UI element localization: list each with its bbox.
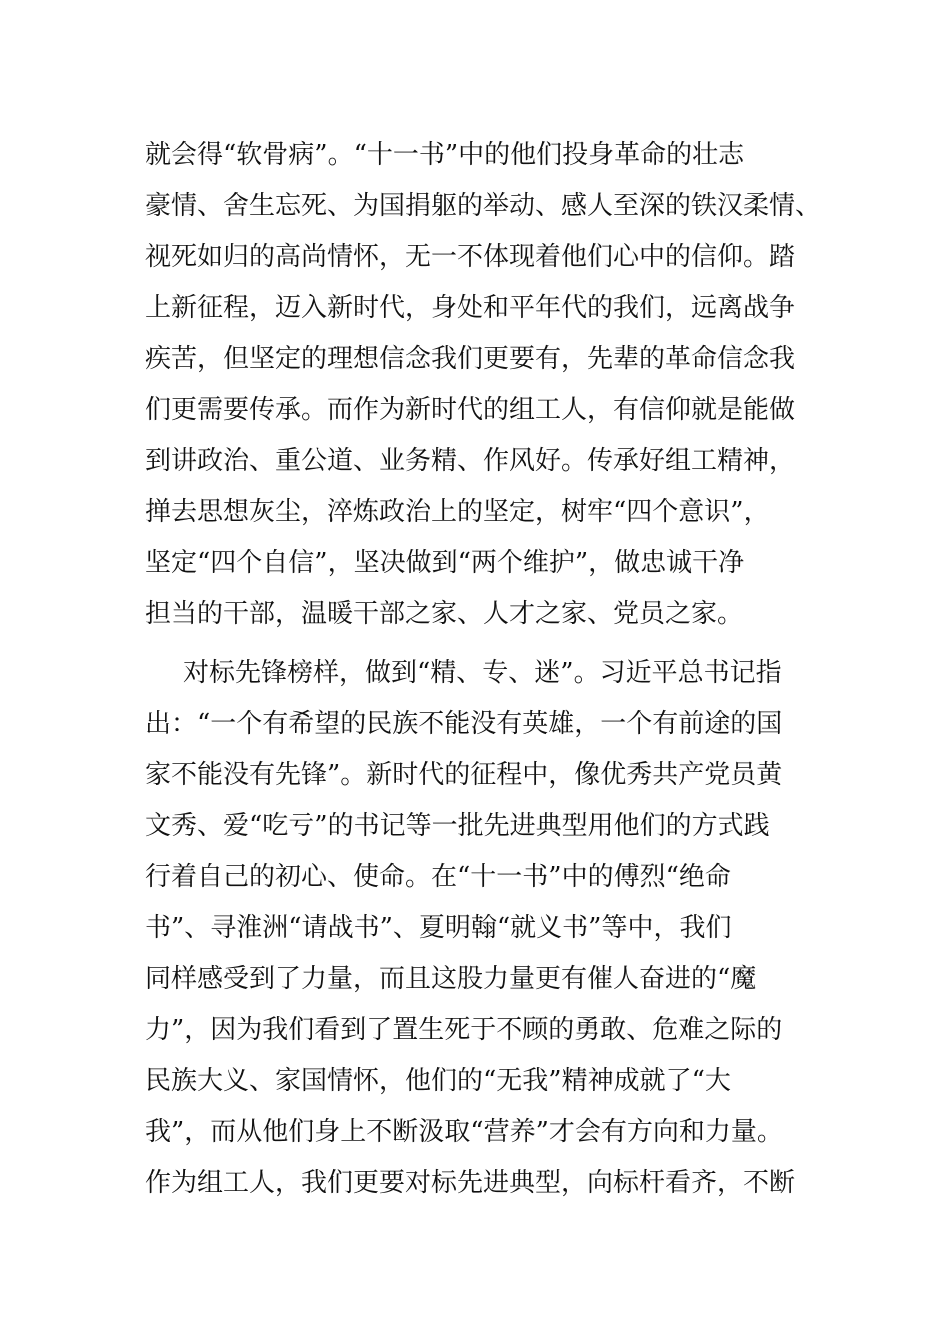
text-line: 行着自己的初心、使命。在“十一书”中的傅烈“绝命 bbox=[145, 862, 731, 892]
text-line: 作为组工人，我们更要对标先进典型，向标杆看齐，不断 bbox=[145, 1168, 796, 1198]
paragraph-spacer bbox=[145, 640, 815, 648]
paragraph-2 bbox=[145, 648, 815, 1209]
text-line: 民族大义、家国情怀，他们的“无我”精神成就了“大 bbox=[145, 1066, 731, 1096]
text-line: 我”，而从他们身上不断汲取“营养”才会有方向和力量。 bbox=[145, 1117, 783, 1147]
text-line: 疾苦，但坚定的理想信念我们更要有，先辈的革命信念我 bbox=[145, 344, 796, 374]
text-line: 豪情、舍生忘死、为国捐躯的举动、感人至深的铁汉柔情、 bbox=[145, 191, 822, 221]
text-line: 们更需要传承。而作为新时代的组工人，有信仰就是能做 bbox=[145, 395, 796, 425]
text-line: 家不能没有先锋”。新时代的征程中，像优秀共产党员黄 bbox=[145, 760, 783, 790]
text-line: 就会得“软骨病”。“十一书”中的他们投身革命的壮志 bbox=[145, 140, 745, 170]
text-line: 视死如归的高尚情怀，无一不体现着他们心中的信仰。踏 bbox=[145, 242, 796, 272]
text-line: 掸去思想灰尘，淬炼政治上的坚定，树牢“四个意识”， bbox=[145, 497, 770, 527]
text-line: 书”、寻淮洲“请战书”、夏明翰“就义书”等中，我们 bbox=[145, 913, 732, 943]
document-body bbox=[145, 130, 822, 1209]
text-line: 力”，因为我们看到了置生死于不顾的勇敢、危难之际的 bbox=[145, 1015, 783, 1045]
text-line: 担当的干部，温暖干部之家、人才之家、党员之家。 bbox=[145, 599, 744, 629]
text-line: 出：“一个有希望的民族不能没有英雄，一个有前途的国 bbox=[145, 709, 783, 739]
text-line: 对标先锋榜样，做到“精、专、迷”。习近平总书记指 bbox=[183, 658, 782, 688]
text-line: 到讲政治、重公道、业务精、作风好。传承好组工精神， bbox=[145, 446, 796, 476]
text-line: 坚定“四个自信”，坚决做到“两个维护”，做忠诚干净 bbox=[145, 548, 745, 578]
text-line: 文秀、爱“吃亏”的书记等一批先进典型用他们的方式践 bbox=[145, 811, 770, 841]
text-line: 同样感受到了力量，而且这股力量更有催人奋进的“魔 bbox=[145, 964, 757, 994]
text-line: 上新征程，迈入新时代，身处和平年代的我们，远离战争 bbox=[145, 293, 796, 323]
paragraph-1 bbox=[145, 130, 822, 640]
